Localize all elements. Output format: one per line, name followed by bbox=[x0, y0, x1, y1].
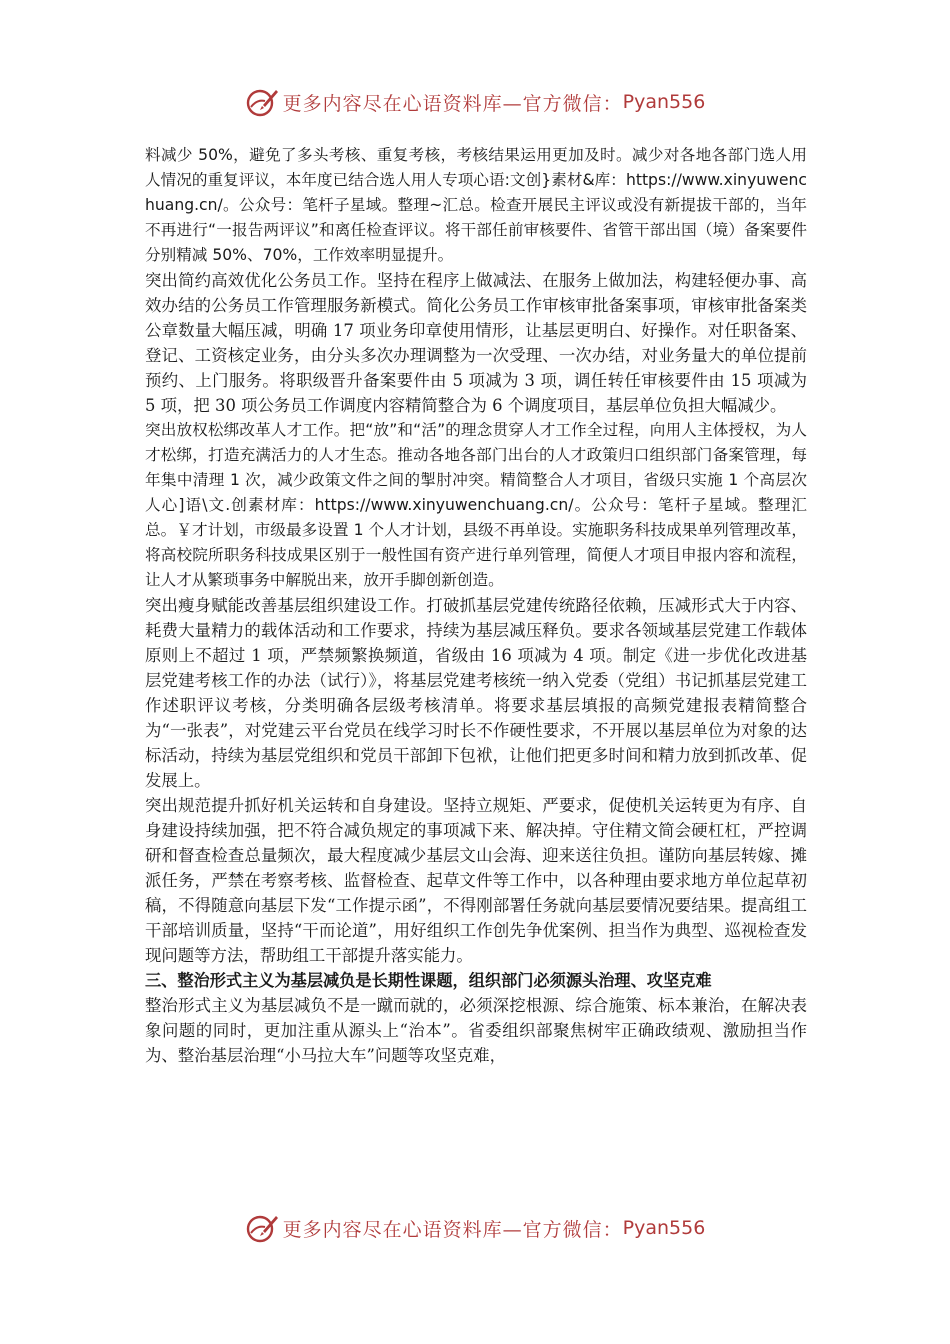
pen-logo-icon bbox=[245, 1211, 279, 1245]
paragraph-2: 突出简约高效优化公务员工作。坚持在程序上做减法、在服务上做加法，构建轻便办事、高效办结的公务员工作管理服务新模式。简化公务员工作审核审批备案事项，审核审批备案类公章数量大幅压减，明确 17 项业务印章使用情形，让基层更明白、好操作。对任职备案、登记、工资核定业务，由分头多次办理调整为一次受理、一次办结，对业务量大的单位提前预约、上门服务。将职级晋升备案要件由 5 项减为 3 项，调任转任审核要件由 15 项减为 5 项，把 30 项公务员工作调度内容精简整合为 6 个调度项目，基层单位负担大幅减少。 bbox=[145, 271, 807, 415]
banner-text: 更多内容尽在心语资料库—官方微信： bbox=[282, 1218, 623, 1241]
paragraph-5: 突出规范提升抓好机关运转和自身建设。坚持立规矩、严要求，促使机关运转更为有序、自身建设持续加强，把不符合减负规定的事项减下来、解决掉。守住精文简会硬杠杠，严控调研和督查检查总量频次，最大程度减少基层文山会海、迎来送往负担。谨防向基层转嫁、摊派任务，严禁在考察考核、监督检查、起草文件等工作中，以各种理由要求地方单位起草初稿，不得随意向基层下发“工作提示函”，不得刚部署任务就向基层要情况要结果。提高组工干部培训质量，坚持“干而论道”，用好组织工作创先争优案例、担当作为典型、巡视检查发现问题等方法，帮助组工干部提升落实能力。 bbox=[145, 796, 807, 965]
paragraph-3: 突出放权松绑改革人才工作。把“放”和“活”的理念贯穿人才工作全过程，向用人主体授权，为人才松绑，打造充满活力的人才生态。推动各地各部门出台的人才政策归口组织部门备案管理，每年集中清理 1 次，减少政策文件之间的掣肘冲突。精简整合人才项目，省级只实施 1 个高层次人心]语\文.创素材库：https://www.xinyuwenchuang.cn/。公众号：笔杆子星域。整理汇总。￥才计划，市级最多设置 1 个人才计划，县级不再单设。实施职务科技成果单列管理改革，将高校院所职务科技成果区别于一般性国有资产进行单列管理，简便人才项目申报内容和流程，让人才从繁琐事务中解脱出来，放开手脚创新创造。 bbox=[145, 421, 807, 589]
banner-wechat-id: Pyan556 bbox=[622, 1217, 706, 1239]
header-banner bbox=[0, 82, 950, 122]
document-body bbox=[145, 143, 807, 1068]
paragraph-1: 料减少 50%，避免了多头考核、重复考核，考核结果运用更加及时。减少对各地各部门选人用人情况的重复评议，本年度已结合选人用人专项心语:文创}素材&库：https://www.xinyuwenchuang.cn/。公众号：笔杆子星域。整理~汇总。检查开展民主评议或没有新提拔干部的，当年不再进行“一报告两评议”和离任检查评议。将干部任前审核要件、省管干部出国（境）备案要件分别精减 50%、70%，工作效率明显提升。 bbox=[145, 146, 807, 264]
paragraph-4: 突出瘦身赋能改善基层组织建设工作。打破抓基层党建传统路径依赖，压减形式大于内容、耗费大量精力的载体活动和工作要求，持续为基层减压释负。要求各领域基层党建工作载体原则上不超过 1 项，严禁频繁换频道，省级由 16 项减为 4 项。制定《进一步优化改进基层党建考核工作的办法（试行）》，将基层党建考核统一纳入党委（党组）书记抓基层党建工作述职评议考核，分类明确各层级考核清单。将要求基层填报的高频党建报表精简整合为“一张表”，对党建云平台党员在线学习时长不作硬性要求，不开展以基层单位为对象的达标活动，持续为基层党组织和党员干部卸下包袱，让他们把更多时间和精力放到抓改革、促发展上。 bbox=[145, 596, 807, 790]
pen-logo-icon bbox=[245, 85, 279, 119]
banner-text: 更多内容尽在心语资料库—官方微信： bbox=[282, 92, 623, 115]
banner-wechat-id: Pyan556 bbox=[622, 91, 706, 113]
section-heading: 三、整治形式主义为基层减负是长期性课题，组织部门必须源头治理、攻坚克难 bbox=[145, 971, 712, 990]
paragraph-6: 整治形式主义为基层减负不是一蹴而就的，必须深挖根源、综合施策、标本兼治，在解决表象问题的同时，更加注重从源头上“治本”。省委组织部聚焦树牢正确政绩观、激励担当作为、整治基层治理“小马拉大车”问题等攻坚克难， bbox=[145, 996, 807, 1065]
footer-banner bbox=[0, 1208, 950, 1248]
